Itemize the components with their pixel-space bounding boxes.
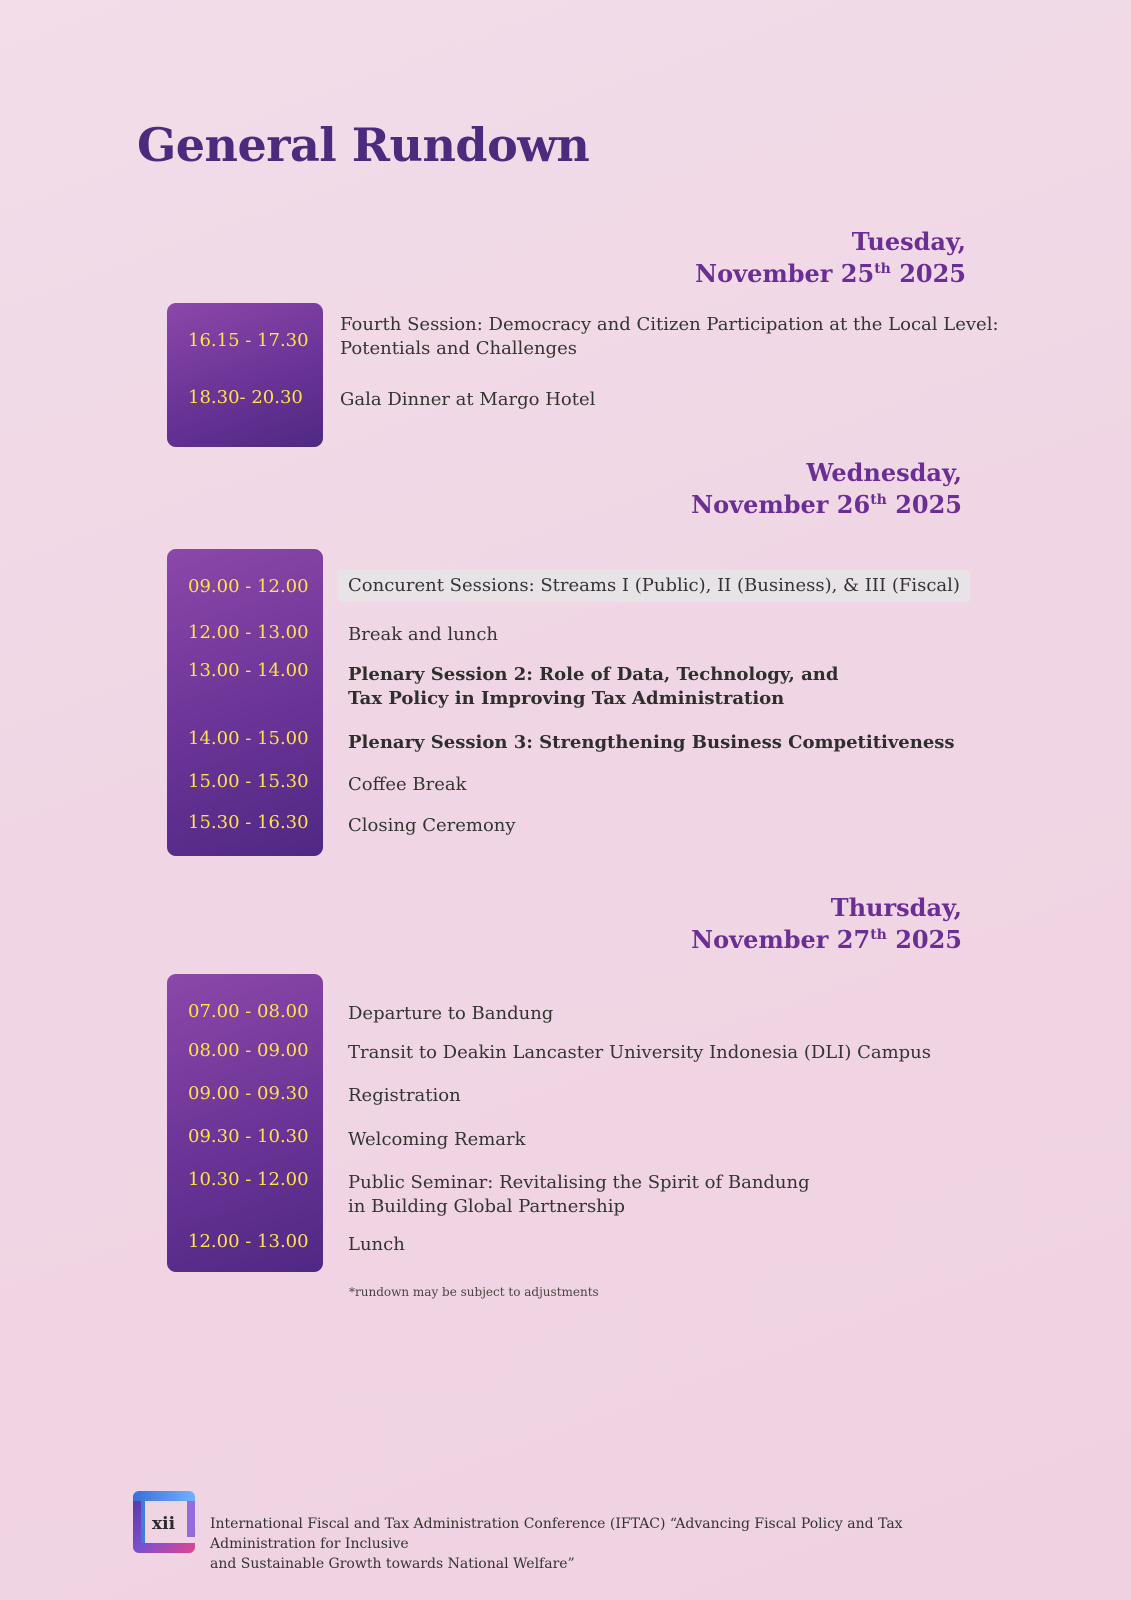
footer-conference-title: International Fiscal and Tax Administration Conference (IFTAC) “Advancing Fiscal Policy and Tax Administration for Inclusive and Sustainable Growth towards National Welfare” — [210, 1516, 903, 1572]
schedule-event: Departure to Bandung — [348, 1003, 554, 1024]
schedule-event: Plenary Session 2: Role of Data, Technology, and Tax Policy in Improving Tax Administration — [348, 664, 839, 709]
time-slot: 08.00 - 09.00 — [188, 1040, 309, 1061]
time-slot: 12.00 - 13.00 — [188, 1231, 309, 1252]
schedule-event: Gala Dinner at Margo Hotel — [340, 389, 596, 410]
time-slot: 09.30 - 10.30 — [188, 1126, 309, 1147]
adjustment-note: *rundown may be subject to adjustments — [349, 1285, 599, 1299]
schedule-event: Plenary Session 3: Strengthening Business Competitiveness — [348, 732, 955, 753]
schedule-event: Transit to Deakin Lancaster University Indonesia (DLI) Campus — [348, 1042, 932, 1063]
day-heading-tuesday — [640, 226, 966, 290]
time-slot: 07.00 - 08.00 — [188, 1001, 309, 1022]
schedule-event: Fourth Session: Democracy and Citizen Participation at the Local Level: Potentials and Challenges — [340, 314, 999, 359]
page-title: General Rundown — [137, 118, 590, 172]
time-slot: 14.00 - 15.00 — [188, 728, 309, 749]
schedule-event: Registration — [348, 1085, 461, 1106]
schedule-event: Closing Ceremony — [348, 815, 516, 836]
time-slot: 10.30 - 12.00 — [188, 1169, 309, 1190]
schedule-event-highlighted: Concurent Sessions: Streams I (Public), II (Business), & III (Fiscal) — [338, 570, 970, 602]
day-heading-thursday — [636, 892, 962, 956]
day-heading-wednesday — [636, 457, 962, 521]
time-slot: 09.00 - 12.00 — [188, 576, 309, 597]
schedule-event: Lunch — [348, 1234, 405, 1255]
day-weekday: Tuesday, — [851, 227, 966, 256]
schedule-event: Welcoming Remark — [348, 1129, 526, 1150]
time-slot: 15.30 - 16.30 — [188, 812, 309, 833]
time-slot: 12.00 - 13.00 — [188, 622, 309, 643]
schedule-event: Public Seminar: Revitalising the Spirit of Bandung in Building Global Partnership — [348, 1172, 810, 1217]
time-slot: 09.00 - 09.30 — [188, 1083, 309, 1104]
day-date: November 25th 2025 — [695, 259, 966, 288]
time-slot: 13.00 - 14.00 — [188, 660, 309, 681]
schedule-event: Break and lunch — [348, 624, 499, 645]
time-slot: 16.15 - 17.30 — [188, 330, 309, 351]
time-slot: 18.30- 20.30 — [188, 387, 303, 408]
time-column-tuesday — [167, 303, 323, 447]
day-weekday: Wednesday, — [806, 458, 962, 487]
schedule-event: Coffee Break — [348, 774, 467, 795]
day-date: November 26th 2025 — [691, 490, 962, 519]
time-slot: 15.00 - 15.30 — [188, 771, 309, 792]
day-date: November 27th 2025 — [691, 925, 962, 954]
page-number: xii — [152, 1514, 176, 1534]
day-weekday: Thursday, — [830, 893, 962, 922]
